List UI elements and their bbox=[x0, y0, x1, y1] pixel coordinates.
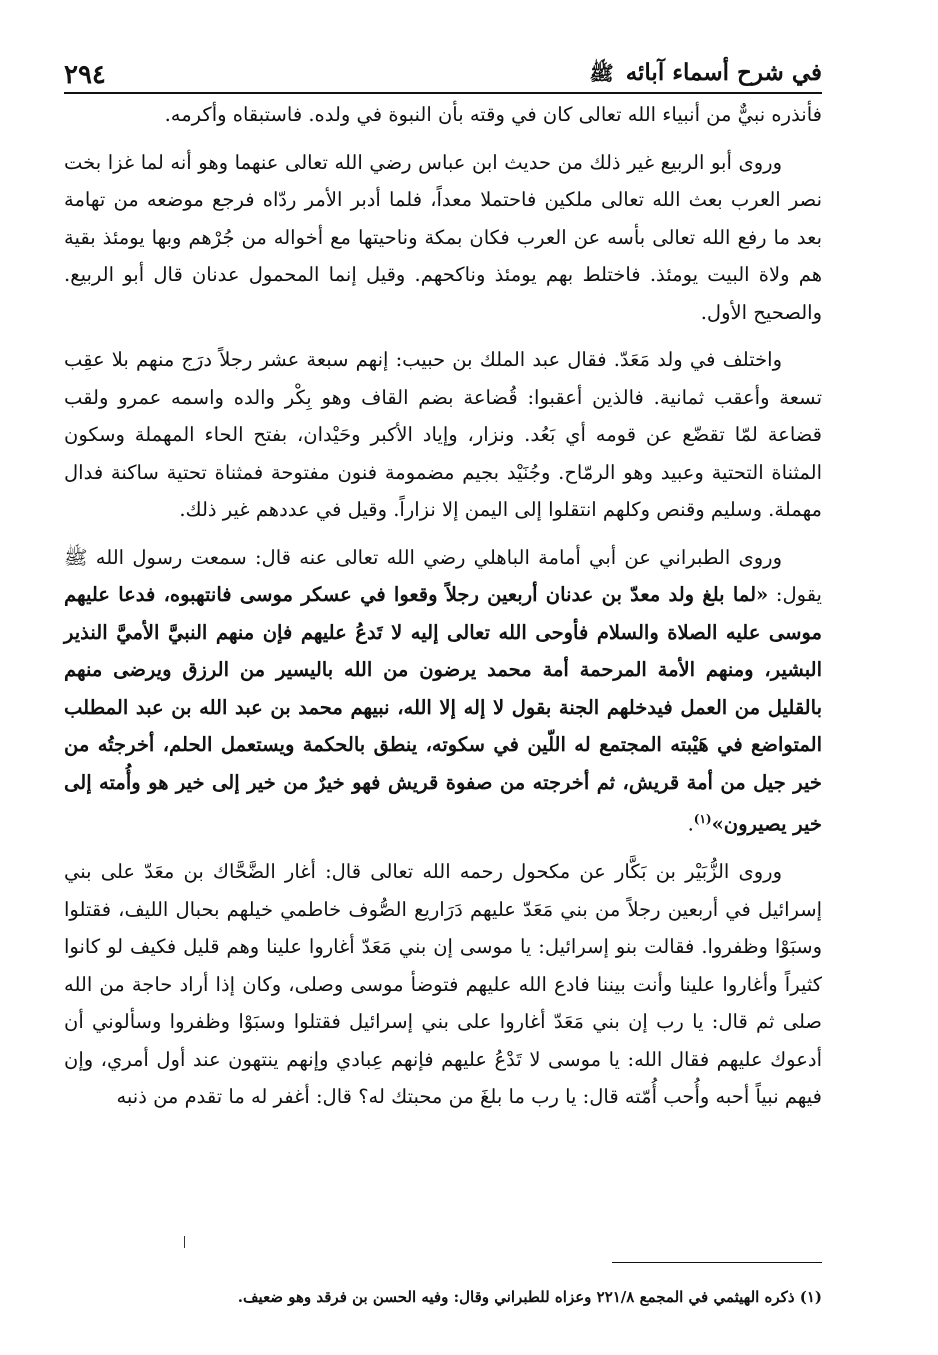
running-header bbox=[64, 46, 822, 90]
paragraph-3: واختلف في ولد مَعَدّ. فقال عبد الملك بن حبيب: إنهم سبعة عشر رجلاً درَج منهم بلا عقِب تسعة وأعقب ثمانية. فالذين أعقبوا: قُضاعة بضم القاف وهو بِكْر والده واسمه عمرو ولقب قضاعة لمّا تقضّع عن قومه أي بَعُد. ونزار، وإياد الأكبر وحَيْدان، بفتح الحاء المهملة وسكون المثناة التحتية وعبيد وهو الرمّاح. وجُنَيْد بجيم مضمومة فنون مفتوحة فمثناة تحتية ساكنة فدال مهملة. وسليم وقنص وكلهم انتقلوا إلى اليمن إلا نزاراً. وقيل في عددهم غير ذلك. bbox=[64, 348, 822, 521]
hadith-quote: «لما بلغ ولد معدّ بن عدنان أربعين رجلاً وقعوا في عسكر موسى فانتهبوه، فدعا عليهم موسى عليه الصلاة والسلام فأوحى الله تعالى إليه لا تَدعُ عليهم فإن منهم النبيَّ الأميَّ النذير البشير، ومنهم الأمة المرحمة أمة محمد يرضون من الله باليسير من الرزق ويرضى منهم بالقليل من العمل فيدخلهم الجنة بقول لا إله إلا الله، نبيهم محمد بن عبد الله بن عبد المطلب المتواضع في هَيْبته المجتمع له اللّين في سكوته، ينطق بالحكمة ويستعمل الحلم، أخرجتُه من خير جيل من أمة قريش، ثم أخرجته من صفوة قريش فهو خيرٌ من خير إلى خير هو وأُمته إلى خير يصيرون» bbox=[64, 583, 822, 836]
footnote-ref[interactable]: (١) bbox=[693, 812, 712, 826]
main-text bbox=[64, 96, 822, 1116]
footnote-1: (١) ذكره الهيثمي في المجمع ٢٢١/٨ وعزاه للطبراني وقال: وفيه الحسن بن فرقد وهو ضعيف. bbox=[237, 1288, 822, 1306]
header-title bbox=[590, 59, 823, 90]
paragraph-2: وروى أبو الربيع غير ذلك من حديث ابن عباس رضي الله تعالى عنهما وهو أنه لما غزا بخت نصر العرب بعث الله تعالى ملكين فاحتملا معداً، فلما أدبر الأمر ردّاه فرجع موضعه من تهامة بعد ما رفع الله تعالى بأسه عن العرب فكان بمكة وناحيتها مع أخواله من جُرْهم وبها يومئذ بقية هم ولاة البيت يومئذ. فاختلط بهم يومئذ وناكحهم. وقيل إنما المحمول عدنان قال أبو الربيع. والصحيح الأول. bbox=[64, 150, 822, 324]
header-rule bbox=[64, 92, 822, 94]
header-title-text: في شرح أسماء آبائه bbox=[625, 59, 822, 86]
pbuh-glyph-icon: ﷺ bbox=[589, 61, 614, 85]
paragraph-5: وروى الزُّبَيْر بن بَكَّار عن مكحول رحمه الله تعالى قال: أغار الضَّحَّاك بن معَدّ على بني إسرائيل في أربعين رجلاً من بني مَعَدّ عليهم دَرَاريع الصُّوف خاطمي خيلهم بحبال الليف، فقتلوا وسبَوْا وظفروا. فقالت بنو إسرائيل: يا موسى إن بني مَعَدّ أغاروا علينا وهم قليل فكيف لو كانوا كثيراً وأغاروا علينا وأنت بيننا فادع الله عليهم فتوضأ موسى وصلى، وكان إذا أراد حاجة من الله صلى ثم قال: يا رب إن بني مَعَدّ أغاروا على بني إسرائيل فقتلوا وسبَوْا وظفروا وسألوني أن أدعوك عليهم فقال الله: يا موسى لا تَدْعُ عليهم فإنهم عِبادي وإنهم ينتهون عند أول أمري، وإن فيهم نبياً أحبه وأُحب أُمّته قال: يا رب ما بلغَ من محبتك له؟ قال: أغفر له ما تقدم من ذنبه bbox=[64, 860, 822, 1108]
page-number: ٢٩٤ bbox=[64, 60, 106, 90]
paragraph-tabarani bbox=[64, 539, 822, 844]
paragraph-1: فأنذره نبيٌّ من أنبياء الله تعالى كان في وقته بأن النبوة في ولده. فاستبقاه وأكرمه. bbox=[164, 103, 822, 126]
footnote-rule bbox=[612, 1262, 822, 1263]
continuation-mark bbox=[184, 1236, 193, 1248]
tabarani-end: . bbox=[687, 812, 694, 836]
tabarani-intro: وروى الطبراني عن أبي أمامة الباهلي رضي الله تعالى عنه قال: سمعت رسول الله ﷺ يقول: bbox=[64, 545, 822, 606]
